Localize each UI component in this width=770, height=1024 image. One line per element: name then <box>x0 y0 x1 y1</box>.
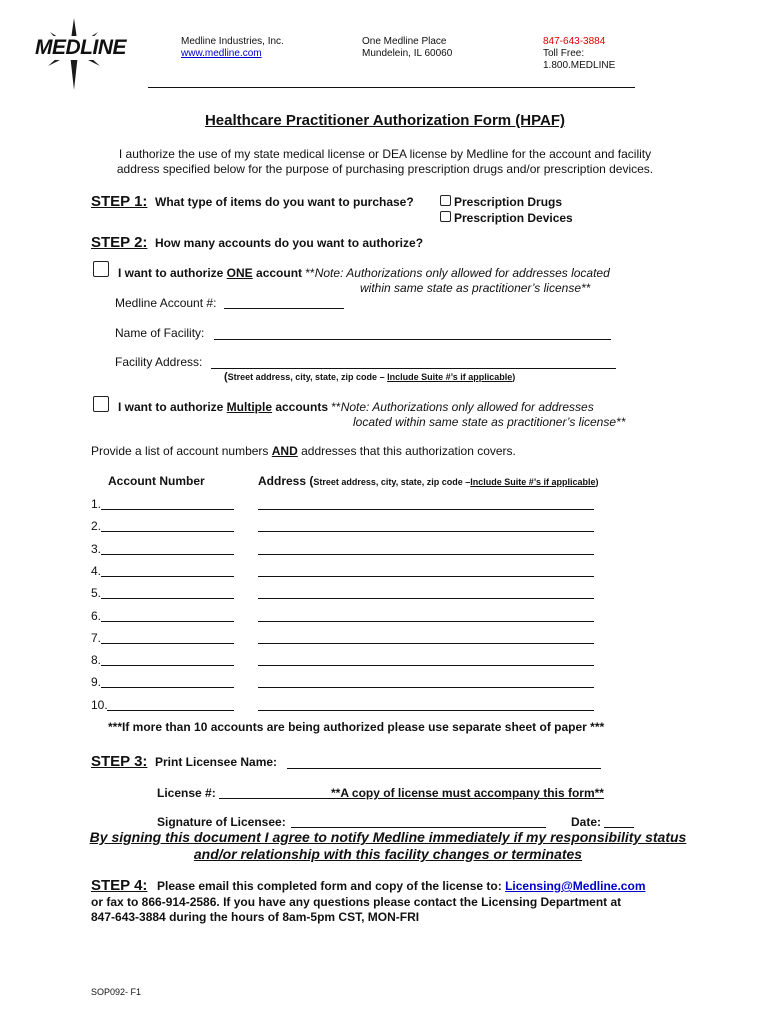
account-number-field[interactable] <box>101 621 234 622</box>
one-account-emph: ONE <box>226 266 253 280</box>
logo-wordmark: MEDLINE <box>35 36 126 59</box>
address-hint-suite: Include Suite #’s if applicable <box>387 372 513 382</box>
print-licensee-label: Print Licensee Name: <box>155 755 278 769</box>
row-number: 10. <box>91 698 108 712</box>
facility-name-label: Name of Facility: <box>115 326 205 340</box>
address-field[interactable] <box>258 554 594 555</box>
facility-address-field[interactable] <box>211 368 616 369</box>
one-account-text <box>118 266 610 281</box>
step2-question: How many accounts do you want to authorize? <box>155 236 424 250</box>
address-field[interactable] <box>258 598 594 599</box>
address-field[interactable] <box>258 576 594 577</box>
facility-name-field[interactable] <box>214 339 611 340</box>
address-field[interactable] <box>258 687 594 688</box>
address-field[interactable] <box>258 710 594 711</box>
intro-line-1: I authorize the use of my state medical license or DEA license by Medline for the account and facility <box>118 147 652 161</box>
option-prescription-devices: Prescription Devices <box>454 211 573 225</box>
row-number: 1. <box>91 497 102 511</box>
address-hint-dash: – <box>379 372 388 382</box>
list-intro-suffix: addresses that this authorization covers. <box>297 444 516 458</box>
row-number: 3. <box>91 542 102 556</box>
one-account-prefix: I want to authorize <box>118 266 227 280</box>
multiple-suffix: accounts <box>272 400 332 414</box>
account-number-field[interactable] <box>101 665 234 666</box>
header-divider <box>148 87 635 88</box>
column-address-close: ) <box>595 477 599 487</box>
account-number-field[interactable] <box>101 576 234 577</box>
signature-field[interactable] <box>291 827 546 828</box>
account-number-field[interactable] <box>107 710 234 711</box>
licensing-email-link[interactable]: Licensing@Medline.com <box>505 879 646 893</box>
multiple-note-2: located within same state as practitioner’s license** <box>353 415 626 429</box>
account-number-field[interactable] <box>101 643 234 644</box>
one-account-suffix: account <box>252 266 306 280</box>
address-hint-close: ) <box>512 372 516 382</box>
address-hint-text: Street address, city, state, zip code <box>227 372 380 382</box>
license-number-field[interactable] <box>219 798 331 799</box>
date-label: Date: <box>571 815 602 829</box>
option-prescription-drugs: Prescription Drugs <box>454 195 563 209</box>
row-number: 5. <box>91 586 102 600</box>
medline-account-label: Medline Account #: <box>115 296 217 310</box>
medline-account-field[interactable] <box>224 308 344 309</box>
account-number-field[interactable] <box>101 598 234 599</box>
address-field[interactable] <box>258 509 594 510</box>
account-number-field[interactable] <box>101 554 234 555</box>
checkbox-one-account[interactable] <box>93 261 109 277</box>
step1-label: STEP 1: <box>91 193 148 210</box>
column-account-number: Account Number <box>108 474 205 488</box>
checkbox-prescription-drugs[interactable] <box>440 195 451 206</box>
company-name: Medline Industries, Inc. <box>181 36 284 47</box>
more-accounts-note: ***If more than 10 accounts are being authorized please use separate sheet of paper *** <box>108 720 605 734</box>
step4-line-1 <box>157 879 645 893</box>
one-account-note-marks: ** <box>305 266 315 280</box>
address-line-2: Mundelein, IL 60060 <box>362 48 453 59</box>
website-link[interactable]: www.medline.com <box>181 48 262 59</box>
row-number: 7. <box>91 631 102 645</box>
address-field[interactable] <box>258 621 594 622</box>
row-number: 6. <box>91 609 102 623</box>
multiple-note-marks: ** <box>331 400 341 414</box>
address-hint-open: ( <box>224 371 228 383</box>
toll-free-label: Toll Free: <box>543 48 585 59</box>
checkbox-prescription-devices[interactable] <box>440 211 451 222</box>
row-number: 8. <box>91 653 102 667</box>
multiple-accounts-text <box>118 400 594 415</box>
row-number: 9. <box>91 675 102 689</box>
row-number: 2. <box>91 519 102 533</box>
intro-line-2: address specified below for the purpose of purchasing prescription drugs and/or prescription devices. <box>116 162 654 176</box>
column-address-suite: Include Suite #’s if applicable <box>470 477 596 487</box>
step1-question: What type of items do you want to purchase? <box>155 195 414 209</box>
agreement-line-1: By signing this document I agree to notify Medline immediately if my responsibility status <box>89 829 687 845</box>
step4-line-2: or fax to 866-914-2586. If you have any questions please contact the Licensing Department at <box>91 895 622 909</box>
list-intro-emph: AND <box>271 444 298 458</box>
row-number: 4. <box>91 564 102 578</box>
step4-instruction: Please email this completed form and copy of the license to: <box>157 879 506 893</box>
print-licensee-field[interactable] <box>287 768 601 769</box>
license-copy-note <box>331 786 604 800</box>
checkbox-multiple-accounts[interactable] <box>93 396 109 412</box>
one-account-note-2: within same state as practitioner’s license** <box>360 281 591 295</box>
column-address-hint: Street address, city, state, zip code – <box>313 477 471 487</box>
address-field[interactable] <box>258 643 594 644</box>
multiple-note-1: Note: Authorizations only allowed for addresses <box>340 400 594 414</box>
column-address-label: Address ( <box>258 474 314 488</box>
signature-label: Signature of Licensee: <box>157 815 286 829</box>
step2-label: STEP 2: <box>91 234 148 251</box>
form-title: Healthcare Practitioner Authorization Form (HPAF) <box>204 112 566 129</box>
date-field[interactable] <box>604 827 634 828</box>
multiple-emph: Multiple <box>226 400 272 414</box>
list-intro-prefix: Provide a list of account numbers <box>91 444 272 458</box>
license-copy-text: **A copy of license must accompany this form** <box>331 786 604 800</box>
account-number-field[interactable] <box>101 687 234 688</box>
footer-code: SOP092- F1 <box>91 987 142 997</box>
one-account-note-1: Note: Authorizations only allowed for addresses located <box>314 266 610 280</box>
list-intro <box>91 444 516 459</box>
address-line-1: One Medline Place <box>362 36 447 47</box>
account-number-field[interactable] <box>101 531 234 532</box>
step3-label: STEP 3: <box>91 753 148 770</box>
toll-free-number: 1.800.MEDLINE <box>543 60 616 71</box>
step4-label: STEP 4: <box>91 877 148 894</box>
facility-address-hint <box>224 371 515 383</box>
phone-number: 847-643-3884 <box>543 36 606 47</box>
multiple-prefix: I want to authorize <box>118 400 227 414</box>
step4-line-3: 847-643-3884 during the hours of 8am-5pm CST, MON-FRI <box>91 910 420 924</box>
agreement-line-2: and/or relationship with this facility changes or terminates <box>193 846 583 862</box>
license-number-label: License #: <box>157 786 216 800</box>
account-number-field[interactable] <box>101 509 234 510</box>
address-field[interactable] <box>258 665 594 666</box>
address-field[interactable] <box>258 531 594 532</box>
facility-address-label: Facility Address: <box>115 355 203 369</box>
column-address <box>258 474 598 490</box>
